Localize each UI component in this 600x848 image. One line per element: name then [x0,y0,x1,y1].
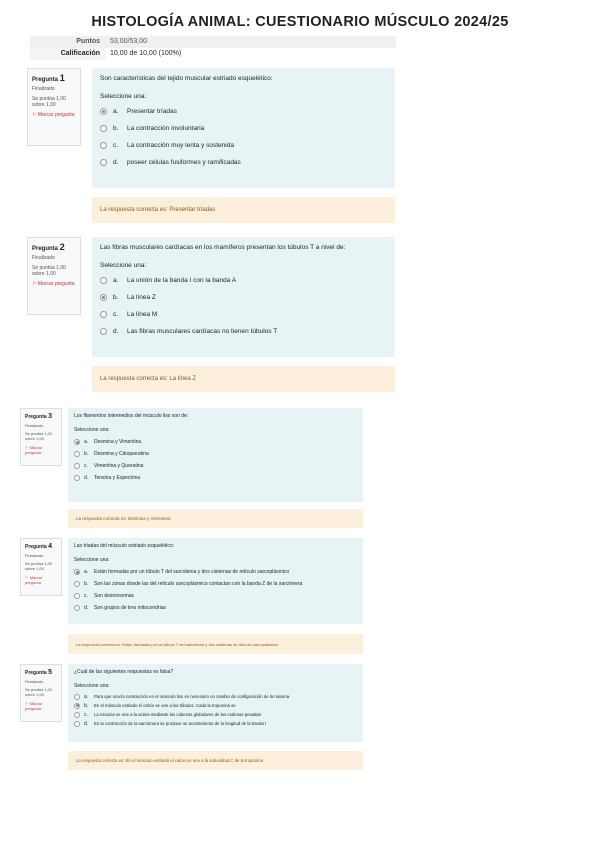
radio-button[interactable] [74,581,80,587]
answer-option-a[interactable]: a. Están formadas por un túbulo T del sarcolema y dos cisternas de retículo sarcoplásmico [74,566,357,578]
flag-question-link[interactable]: ⚐ Marcar pregunta [25,574,43,585]
radio-button[interactable] [100,277,107,284]
question-text: ¿Cuál de las siguientes respuestas es falsa? [74,669,174,675]
select-prompt: Seleccione una: [74,557,110,563]
question-text: Son características del tejido muscular estriado esquelético: [100,75,273,82]
answer-option-c[interactable]: c. Son desmosomas [74,590,357,602]
answer-option-a[interactable]: a. La unión de la banda I con la banda A [100,272,387,289]
answer-option-a[interactable]: a. Desmina y Vimentina [74,436,357,448]
answer-option-d[interactable]: d. En la contracción de la sarcómera se produce un acortamiento de la longitud de la banda I [74,719,357,728]
select-prompt: Seleccione una: [74,427,110,433]
summary-row-points [30,36,396,48]
question-number: Pregunta 1 [32,73,65,83]
radio-button[interactable] [74,703,80,709]
question-formulation [92,68,395,188]
radio-button[interactable] [74,463,80,469]
answer-option-d[interactable]: d. Las fibras musculares cardíacas no tienen túbulos T [100,323,387,340]
flag-question-link[interactable]: ⚐ Marcar pregunta [32,280,75,287]
radio-button[interactable] [100,108,107,115]
flag-icon: ⚐ [25,574,30,580]
question-number: Pregunta 4 [25,543,52,550]
summary-label: Calificación [30,48,106,60]
question-grade: Se puntúa 1,00 sobre 1,00 [25,687,53,698]
correct-answer-feedback: La respuesta correcta es: La línea Z [92,366,395,392]
correct-answer-feedback: La respuesta correcta es: En el músculo estriado el calcio se une a la subunidad C de la troponina [68,751,363,770]
answer-option-b[interactable]: b. Desmina y Citoqueratina [74,448,357,460]
flag-question-link[interactable]: ⚐ Marcar pregunta [32,111,75,118]
answer-option-d[interactable]: d. Tensina y Espectrina [74,472,357,484]
correct-answer-feedback: La respuesta correcta es: Presentar tríadas [92,197,395,223]
radio-button[interactable] [74,439,80,445]
summary-value: 10,00 de 10,00 (100%) [110,50,182,57]
answer-option-b[interactable]: b. Son las zonas donde las del retículo sarcoplásmico contactan con la banda Z de la sarcómera [74,578,357,590]
radio-button[interactable] [100,294,107,301]
question-grade: Se puntúa 1,00 sobre 1,00 [32,264,66,277]
question-status: Finalizado [32,255,55,261]
question-status: Finalizado [25,423,44,428]
summary-label: Puntos [30,36,106,48]
radio-button[interactable] [100,328,107,335]
question-info [20,538,62,596]
question-status: Finalizado [32,86,55,92]
select-prompt: Seleccione una: [100,93,147,100]
question-grade: Se puntúa 1,00 sobre 1,00 [25,431,53,442]
question-formulation [68,664,363,742]
radio-button[interactable] [74,593,80,599]
answer-option-b[interactable]: b. En el músculo estriado el calcio se une a los túbulos. Cada la troponina se [74,701,357,710]
answer-option-b[interactable]: b. La línea Z [100,289,387,306]
radio-button[interactable] [100,142,107,149]
flag-icon: ⚐ [25,444,30,450]
question-info [20,408,62,466]
radio-button[interactable] [74,569,80,575]
question-status: Finalizado [25,679,44,684]
radio-button[interactable] [100,159,107,166]
question-number: Pregunta 5 [25,669,52,676]
radio-button[interactable] [100,125,107,132]
answer-option-c[interactable]: c. Vimentina y Queratina [74,460,357,472]
answer-option-d[interactable]: d. Son grupos de tres mitocondrias [74,602,357,614]
radio-button[interactable] [74,451,80,457]
question-text: Los filamentos intermedios del músculo liso son de: [74,413,189,419]
flag-icon: ⚐ [25,700,30,706]
question-grade: Se puntúa 1,00 sobre 1,00 [32,95,66,108]
answer-option-b[interactable]: b. La contracción involuntaria [100,120,387,137]
question-formulation [92,237,395,357]
question-formulation [68,408,363,502]
summary-row-grade [30,48,396,60]
answer-option-a[interactable]: a. Presentar tríadas [100,103,387,120]
question-info [27,68,81,146]
answer-option-c[interactable]: c. La miosina se une a la actina mediante las cabezas globulares de las cadenas pesadas [74,710,357,719]
radio-button[interactable] [74,712,80,718]
select-prompt: Seleccione una: [74,683,110,689]
question-text: Las tríadas del músculo estriado esquelético: [74,543,175,549]
radio-button[interactable] [74,721,80,727]
flag-question-link[interactable]: ⚐ Marcar pregunta [25,700,43,711]
answer-option-c[interactable]: c. La contracción muy lenta y sostenida [100,137,387,154]
answer-option-c[interactable]: c. La línea M [100,306,387,323]
question-text: Las fibras musculares cardíacas en los mamíferos presentan los túbulos T a nivel de: [100,244,346,251]
question-grade: Se puntúa 1,00 sobre 1,00 [25,561,53,572]
summary-value: 53,00/53,00 [106,36,396,48]
answer-option-d[interactable]: d. poseer células fusiformes y ramificadas [100,154,387,171]
question-info [27,237,81,315]
question-number: Pregunta 3 [25,413,52,420]
select-prompt: Seleccione una: [100,262,147,269]
correct-answer-feedback: La respuesta correcta es: Están formadas por un túbulo T del sarcolema y dos cisternas de retículo sarcoplásmico [68,634,363,654]
flag-question-link[interactable]: ⚐ Marcar pregunta [25,444,43,455]
answer-option-a[interactable]: a. Para que ocurra contracción en el músculo liso es necesario un cambio de configuración de la miosina [74,692,357,701]
radio-button[interactable] [74,475,80,481]
question-number: Pregunta 2 [32,242,65,252]
radio-button[interactable] [74,694,80,700]
flag-icon: ⚐ [32,111,38,118]
correct-answer-feedback: La respuesta correcta es: Desmina y Vimentina [68,509,363,528]
question-formulation [68,538,363,624]
radio-button[interactable] [74,605,80,611]
question-info [20,664,62,722]
document-title: HISTOLOGÍA ANIMAL: CUESTIONARIO MÚSCULO 2024/25 [91,14,509,30]
question-status: Finalizado [25,553,44,558]
summary-table [30,36,396,60]
radio-button[interactable] [100,311,107,318]
flag-icon: ⚐ [32,280,38,287]
